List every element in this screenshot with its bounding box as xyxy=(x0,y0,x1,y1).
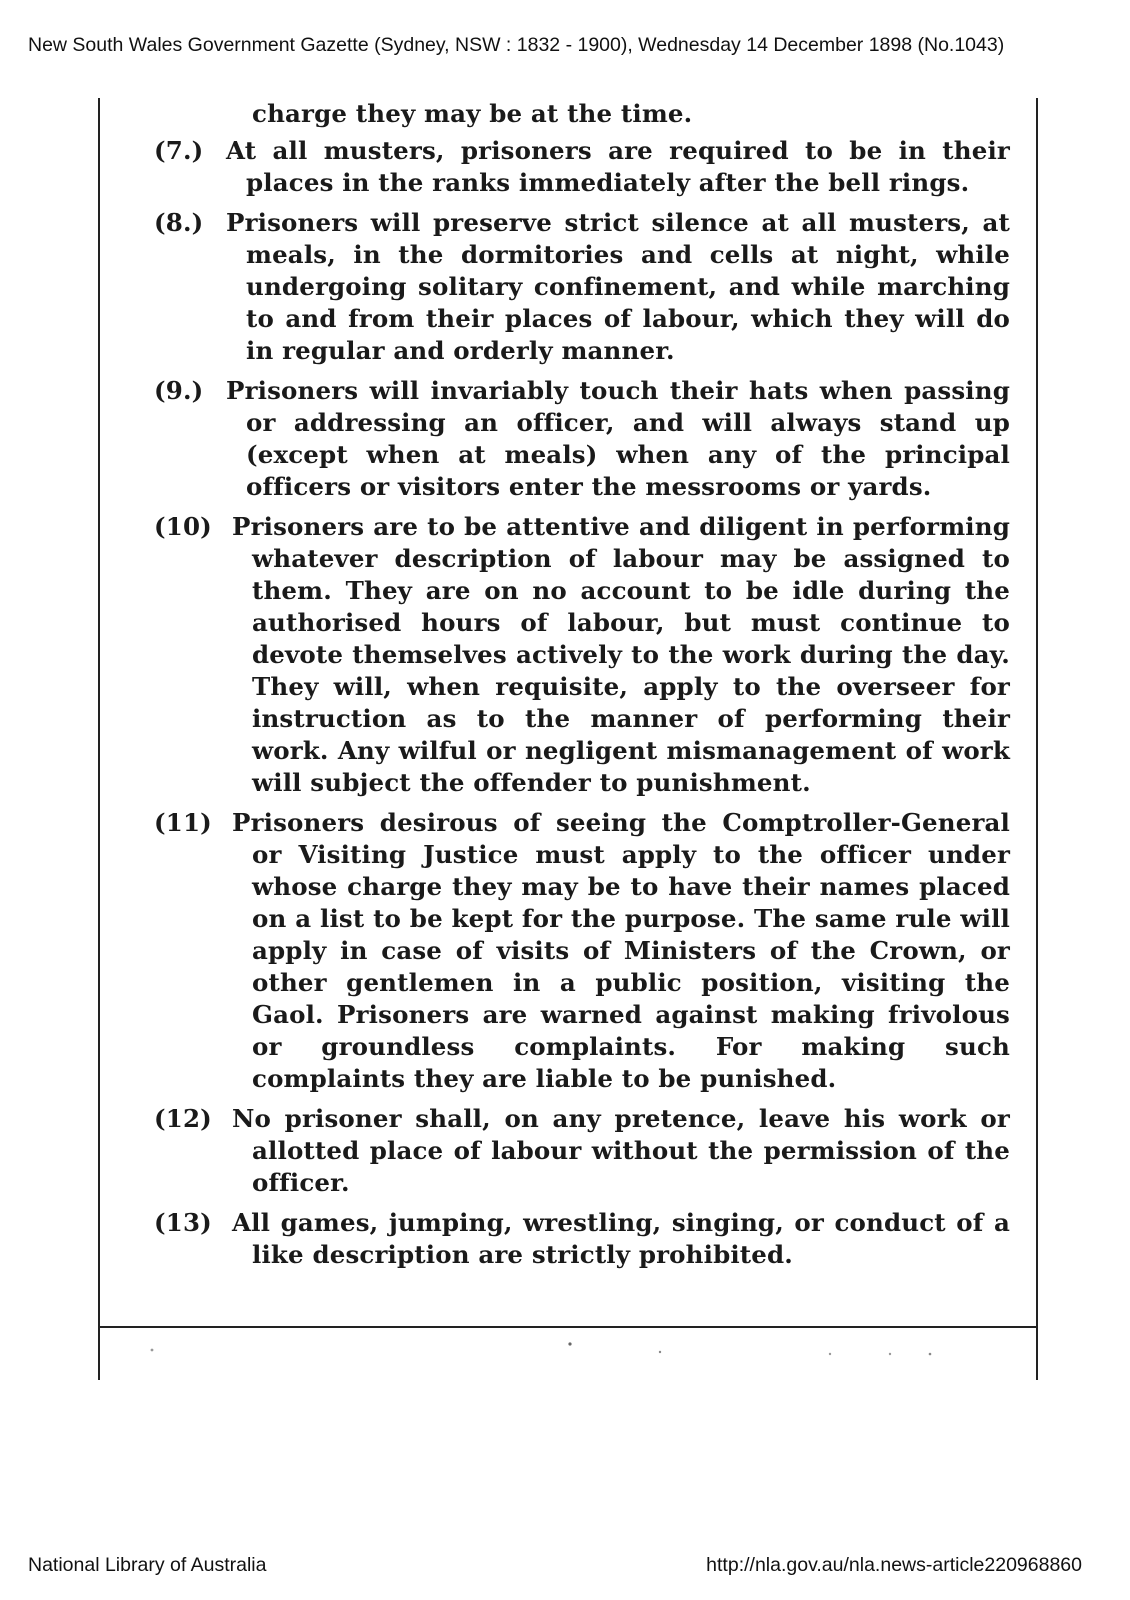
column-rule xyxy=(100,1326,1036,1328)
regulation-number: (13) xyxy=(154,1208,212,1237)
clipping-text-column xyxy=(154,98,1010,1279)
regulation-number: (10) xyxy=(154,512,212,541)
regulation-text: Prisoners desirous of seeing the Comptroller-General or Visiting Justice must apply to the officer under whose charge they may be to have their names placed on a list to be kept for the purpose. The same rule will apply in case of visits of Ministers of the Crown, or other gentlemen in a public position, visiting the Gaol. Prisoners are warned against making frivolous or groundless complaints. For making such complaints they are liable to be punished. xyxy=(232,808,1010,1093)
regulation-text: At all musters, prisoners are required to be in their places in the ranks immediately after the bell rings. xyxy=(226,136,1010,197)
regulation-12 xyxy=(154,1103,1010,1199)
regulation-8 xyxy=(154,207,1010,367)
regulation-text: Prisoners are to be attentive and diligent in performing whatever description of labour may be assigned to them. They are on no account to be idle during the authorised hours of labour, but must continue to devote themselves actively to the work during the day. They will, when requisite, apply to the overseer for instruction as to the manner of performing their work. Any wilful or negligent mismanagement of work will subject the offender to punishment. xyxy=(232,512,1010,797)
article-url[interactable]: http://nla.gov.au/nla.news-article220968860 xyxy=(706,1554,1082,1576)
regulation-number: (8.) xyxy=(154,208,204,237)
scan-noise xyxy=(100,1338,1036,1378)
source-attribution: National Library of Australia xyxy=(28,1554,267,1576)
regulation-text: No prisoner shall, on any pretence, leave his work or allotted place of labour without the permission of the officer. xyxy=(232,1104,1010,1197)
regulation-text: Prisoners will invariably touch their hats when passing or addressing an officer, and will always stand up (except when at meals) when any of the principal officers or visitors enter the messrooms or yards. xyxy=(226,376,1010,501)
regulation-number: (9.) xyxy=(154,376,204,405)
carryover-line: charge they may be at the time. xyxy=(252,99,693,128)
regulation-number: (11) xyxy=(154,808,212,837)
regulation-13 xyxy=(154,1207,1010,1271)
scanned-clipping xyxy=(98,98,1038,1380)
regulation-7 xyxy=(154,135,1010,199)
regulation-text: Prisoners will preserve strict silence at all musters, at meals, in the dormitories and cells at night, while undergoing solitary confinement, and while marching to and from their places of labour, which they will do in regular and orderly manner. xyxy=(226,208,1010,365)
regulation-text: All games, jumping, wrestling, singing, or conduct of a like description are strictly prohibited. xyxy=(232,1208,1010,1269)
regulation-number: (7.) xyxy=(154,136,204,165)
regulation-9 xyxy=(154,375,1010,503)
regulation-11 xyxy=(154,807,1010,1095)
citation-header: New South Wales Government Gazette (Sydney, NSW : 1832 - 1900), Wednesday 14 December 1898 (No.1043) xyxy=(28,34,1005,56)
regulation-number: (12) xyxy=(154,1104,212,1133)
regulation-10 xyxy=(154,511,1010,799)
